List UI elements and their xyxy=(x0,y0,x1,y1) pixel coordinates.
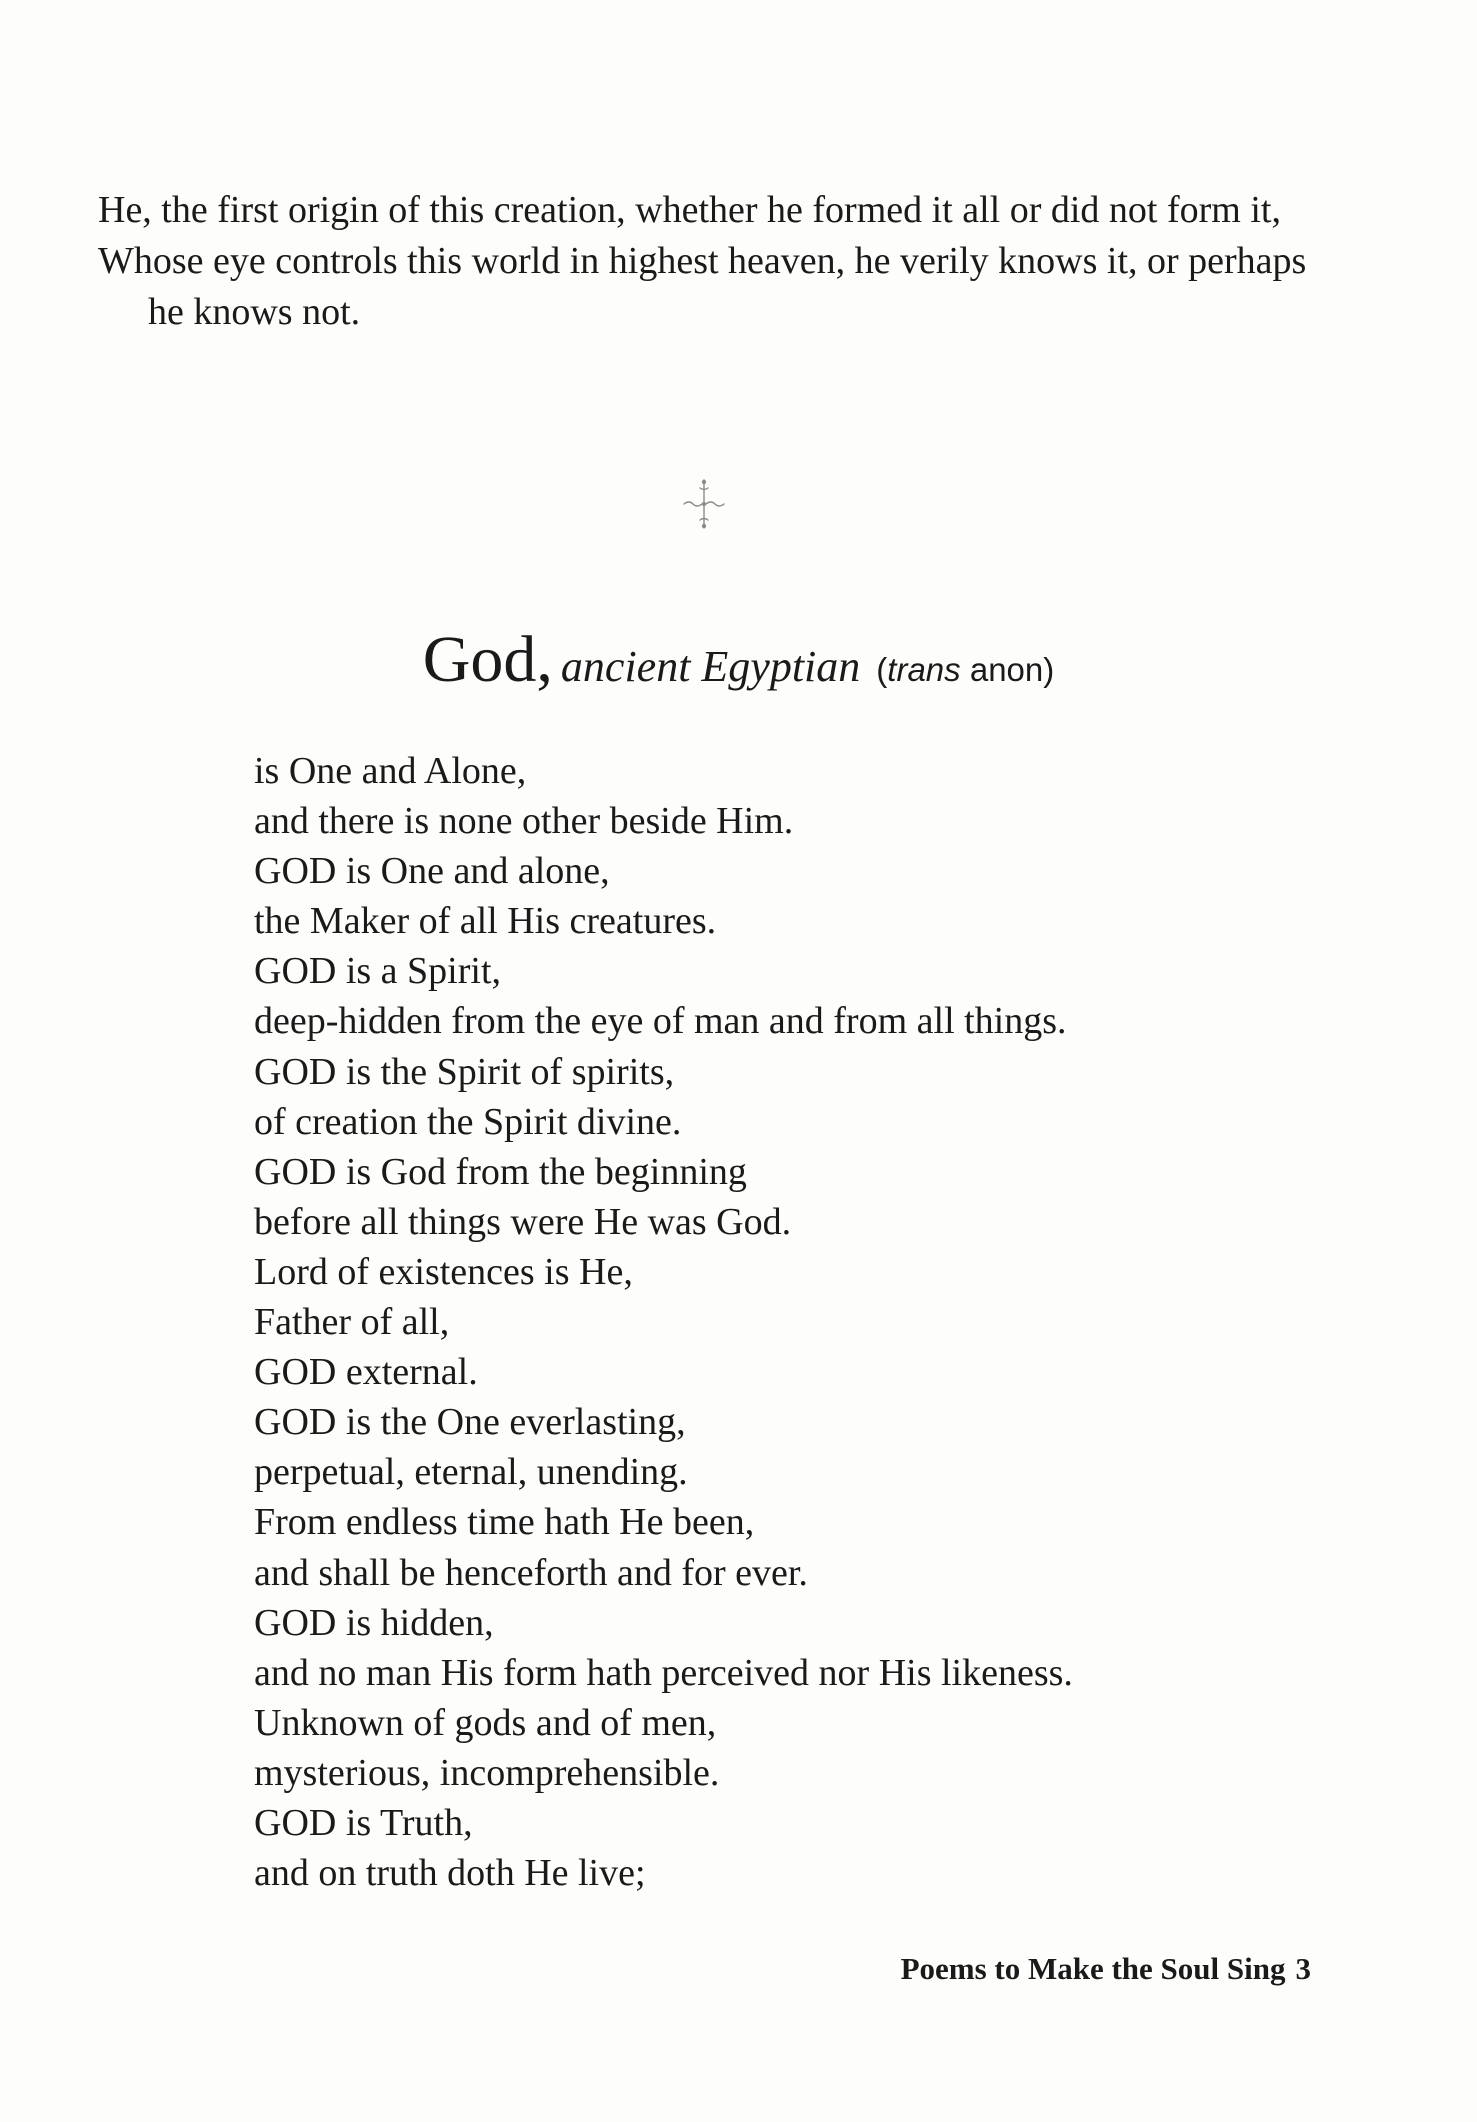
poem-line: and no man His form hath perceived nor His likeness. xyxy=(254,1651,1073,1694)
poem-title xyxy=(0,622,1477,698)
poem-line: GOD is God from the beginning xyxy=(254,1150,747,1193)
poem-line: is One and Alone, xyxy=(254,750,527,792)
verse-line: He, the first origin of this creation, whether he formed it all or did not form it, xyxy=(98,189,1281,231)
poem-line: and there is none other beside Him. xyxy=(254,800,794,843)
page-number: 3 xyxy=(1295,1951,1311,1986)
poem-line: GOD is the One everlasting, xyxy=(254,1401,686,1444)
poem-line: Unknown of gods and of men, xyxy=(254,1701,717,1744)
poem-line: and on truth doth He live; xyxy=(254,1852,646,1895)
poem-line: GOD is Truth, xyxy=(254,1801,473,1844)
credit-rest: anon) xyxy=(960,651,1055,688)
poem-line: GOD is hidden, xyxy=(254,1601,494,1644)
book-title: Poems to Make the Soul Sing xyxy=(900,1951,1286,1986)
top-verse xyxy=(98,185,1328,338)
poem-line: From endless time hath He been, xyxy=(254,1501,755,1544)
poem-line: GOD is the Spirit of spirits, xyxy=(254,1050,675,1093)
poem-line: GOD external. xyxy=(254,1351,478,1394)
poem-line: GOD is a Spirit, xyxy=(254,950,501,993)
poem-line: of creation the Spirit divine. xyxy=(254,1100,682,1143)
page-footer xyxy=(901,1951,1311,1987)
poem-line: before all things were He was God. xyxy=(254,1200,792,1243)
poem-line: perpetual, eternal, unending. xyxy=(254,1451,688,1494)
poem-line: mysterious, incomprehensible. xyxy=(254,1751,720,1794)
poem-line: the Maker of all His creatures. xyxy=(254,900,717,943)
fleuron-cross-icon xyxy=(674,474,734,534)
poem-body xyxy=(254,746,1354,1898)
title-main: God, xyxy=(422,623,553,696)
title-subtitle: ancient Egyptian xyxy=(560,642,861,691)
poem-line: deep-hidden from the eye of man and from all things. xyxy=(254,1000,1067,1043)
poem-line: Father of all, xyxy=(254,1301,450,1344)
poem-line: and shall be henceforth and for ever. xyxy=(254,1551,808,1594)
title-credit xyxy=(876,651,1054,688)
verse-line: Whose eye controls this world in highest heaven, he verily knows it, or perhaps he knows not. xyxy=(98,240,1307,333)
credit-open: ( xyxy=(876,651,888,688)
credit-trans: trans xyxy=(887,651,961,688)
poem-line: Lord of existences is He, xyxy=(254,1250,633,1293)
poem-line: GOD is One and alone, xyxy=(254,850,610,893)
